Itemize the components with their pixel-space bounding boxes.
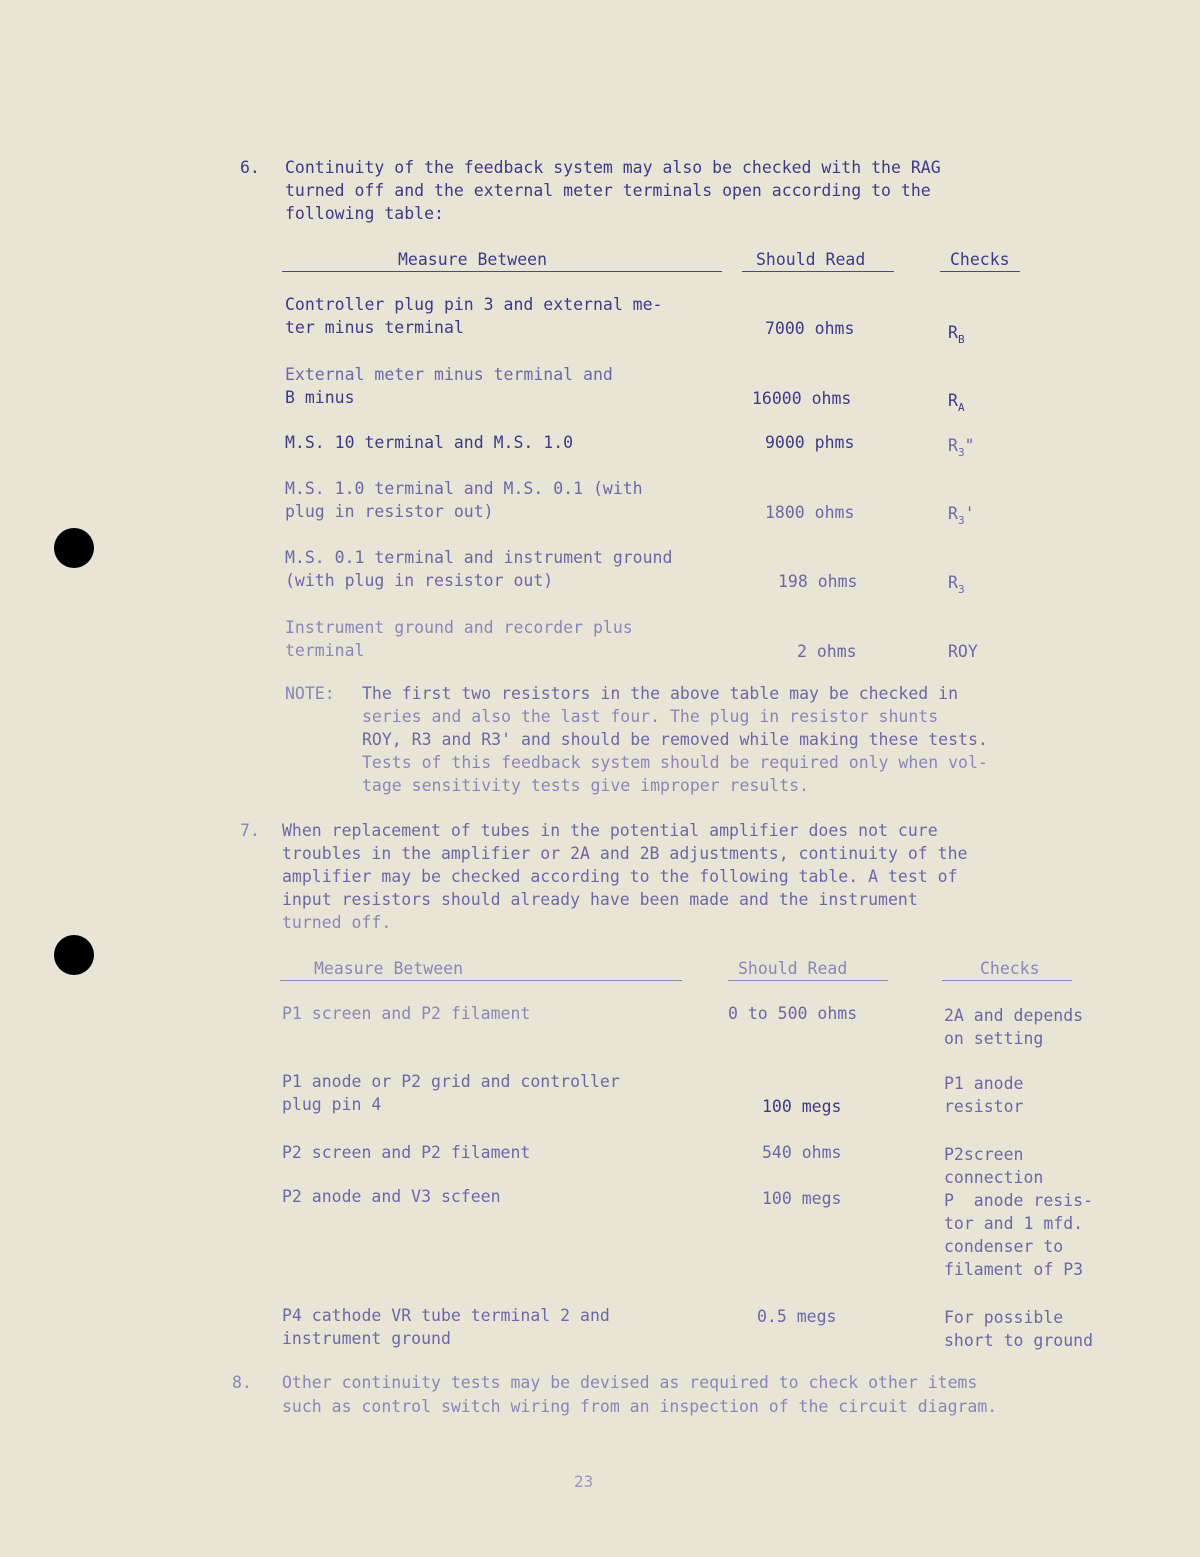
table1-row3-read: 9000 phms bbox=[765, 433, 855, 452]
table2-row3-checks-1: P2screen bbox=[944, 1145, 1024, 1164]
table1-rule-measure bbox=[282, 271, 722, 272]
table1-row3-measure-1: M.S. 10 terminal and M.S. 1.0 bbox=[285, 433, 574, 452]
table1-row3-check: $R_3$" bbox=[948, 436, 975, 459]
table2-row3-read: 540 ohms bbox=[762, 1143, 842, 1162]
table2-row2-checks-2: resistor bbox=[944, 1097, 1024, 1116]
table2-header-measure: Measure Between bbox=[314, 959, 464, 978]
table1-row6-measure-1: Instrument ground and recorder plus bbox=[285, 618, 633, 637]
table2-row5-checks-2: short to ground bbox=[944, 1331, 1094, 1350]
table2-row2-measure-1: P1 anode or P2 grid and controller bbox=[282, 1072, 620, 1091]
table1-row4-check: $R_3'$ bbox=[948, 504, 975, 527]
table2-row3-checks-2: connection bbox=[944, 1168, 1044, 1187]
binder-hole-bottom bbox=[54, 935, 94, 975]
section7-intro-line-4: input resistors should already have been made and the instrument bbox=[282, 890, 918, 909]
table1-rule-read bbox=[742, 271, 894, 272]
note-label: NOTE: bbox=[285, 684, 335, 703]
section6-intro-line-3: following table: bbox=[285, 204, 444, 223]
table2-row5-measure-1: P4 cathode VR tube terminal 2 and bbox=[282, 1306, 610, 1325]
table1-header-checks: Checks bbox=[950, 250, 1010, 269]
note-line-5: tage sensitivity tests give improper results. bbox=[362, 776, 810, 795]
table2-row4-measure: P2 anode and V3 scfeen bbox=[282, 1187, 501, 1206]
table1-row1-measure-2: ter minus terminal bbox=[285, 318, 464, 337]
note-line-3: ROY, R3 and R3' and should be removed while making these tests. bbox=[362, 730, 988, 749]
table1-row4-read: 1800 ohms bbox=[765, 503, 855, 522]
table1-row1-measure-1: Controller plug pin 3 and external me- bbox=[285, 295, 663, 314]
table2-rule-measure bbox=[280, 980, 682, 981]
table1-row1-check: $R_B$ bbox=[948, 323, 965, 346]
section6-number: 6. bbox=[240, 158, 260, 177]
table1-row2-check: $R_A$ bbox=[948, 391, 965, 414]
table1-row2-read: 16000 ohms bbox=[752, 389, 852, 408]
note-line-1: The first two resistors in the above table may be checked in bbox=[362, 684, 959, 703]
table1-row5-measure-2: (with plug in resistor out) bbox=[285, 571, 554, 590]
table2-row4-checks-1: P anode resis- bbox=[944, 1191, 1094, 1210]
note-line-4: Tests of this feedback system should be required only when vol- bbox=[362, 753, 988, 772]
section8-line-2: such as control switch wiring from an inspection of the circuit diagram. bbox=[282, 1397, 998, 1416]
table1-rule-checks bbox=[940, 271, 1020, 272]
section7-intro-line-5: turned off. bbox=[282, 913, 392, 932]
table1-row6-check: ROY bbox=[948, 642, 978, 661]
note-line-2: series and also the last four. The plug in resistor shunts bbox=[362, 707, 939, 726]
table2-row5-checks-1: For possible bbox=[944, 1308, 1064, 1327]
table2-row4-read: 100 megs bbox=[762, 1189, 842, 1208]
table2-row5-measure-2: instrument ground bbox=[282, 1329, 451, 1348]
section7-intro-line-2: troubles in the amplifier or 2A and 2B adjustments, continuity of the bbox=[282, 844, 968, 863]
table2-row4-checks-4: filament of P3 bbox=[944, 1260, 1084, 1279]
table1-row5-read: 198 ohms bbox=[778, 572, 858, 591]
table2-row1-checks-2: on setting bbox=[944, 1029, 1044, 1048]
table2-row1-measure: P1 screen and P2 filament bbox=[282, 1004, 531, 1023]
table1-row6-read: 2 ohms bbox=[797, 642, 857, 661]
table2-row2-read: 100 megs bbox=[762, 1097, 842, 1116]
section8-line-1: Other continuity tests may be devised as required to check other items bbox=[282, 1373, 978, 1392]
section6-intro-line-2: turned off and the external meter terminals open according to the bbox=[285, 181, 931, 200]
section7-intro-line-1: When replacement of tubes in the potential amplifier does not cure bbox=[282, 821, 938, 840]
section8-number: 8. bbox=[232, 1373, 252, 1392]
table1-header-read: Should Read bbox=[756, 250, 866, 269]
table2-row2-measure-2: plug pin 4 bbox=[282, 1095, 382, 1114]
table1-row2-measure-1: External meter minus terminal and bbox=[285, 365, 613, 384]
page-number: 23 bbox=[574, 1472, 594, 1491]
section6-intro-line-1: Continuity of the feedback system may also be checked with the RAG bbox=[285, 158, 941, 177]
table1-row4-measure-1: M.S. 1.0 terminal and M.S. 0.1 (with bbox=[285, 479, 643, 498]
table1-row1-read: 7000 ohms bbox=[765, 319, 855, 338]
table2-header-read: Should Read bbox=[738, 959, 848, 978]
table2-row1-checks-1: 2A and depends bbox=[944, 1006, 1084, 1025]
table2-row5-read: 0.5 megs bbox=[757, 1307, 837, 1326]
binder-hole-top bbox=[54, 528, 94, 568]
table2-row4-checks-2: tor and 1 mfd. bbox=[944, 1214, 1084, 1233]
table1-row2-measure-2: B minus bbox=[285, 388, 355, 407]
table2-header-checks: Checks bbox=[980, 959, 1040, 978]
table1-row4-measure-2: plug in resistor out) bbox=[285, 502, 494, 521]
table1-row5-check: $R_3$ bbox=[948, 573, 965, 596]
table1-header-measure: Measure Between bbox=[398, 250, 548, 269]
table2-rule-read bbox=[728, 980, 888, 981]
table2-row1-read: 0 to 500 ohms bbox=[728, 1004, 858, 1023]
table1-row5-measure-1: M.S. 0.1 terminal and instrument ground bbox=[285, 548, 673, 567]
table2-row4-checks-3: condenser to bbox=[944, 1237, 1064, 1256]
table1-row6-measure-2: terminal bbox=[285, 641, 365, 660]
section7-intro-line-3: amplifier may be checked according to the following table. A test of bbox=[282, 867, 958, 886]
section7-number: 7. bbox=[240, 821, 260, 840]
table2-row2-checks-1: P1 anode bbox=[944, 1074, 1024, 1093]
table2-rule-checks bbox=[942, 980, 1072, 981]
table2-row3-measure: P2 screen and P2 filament bbox=[282, 1143, 531, 1162]
